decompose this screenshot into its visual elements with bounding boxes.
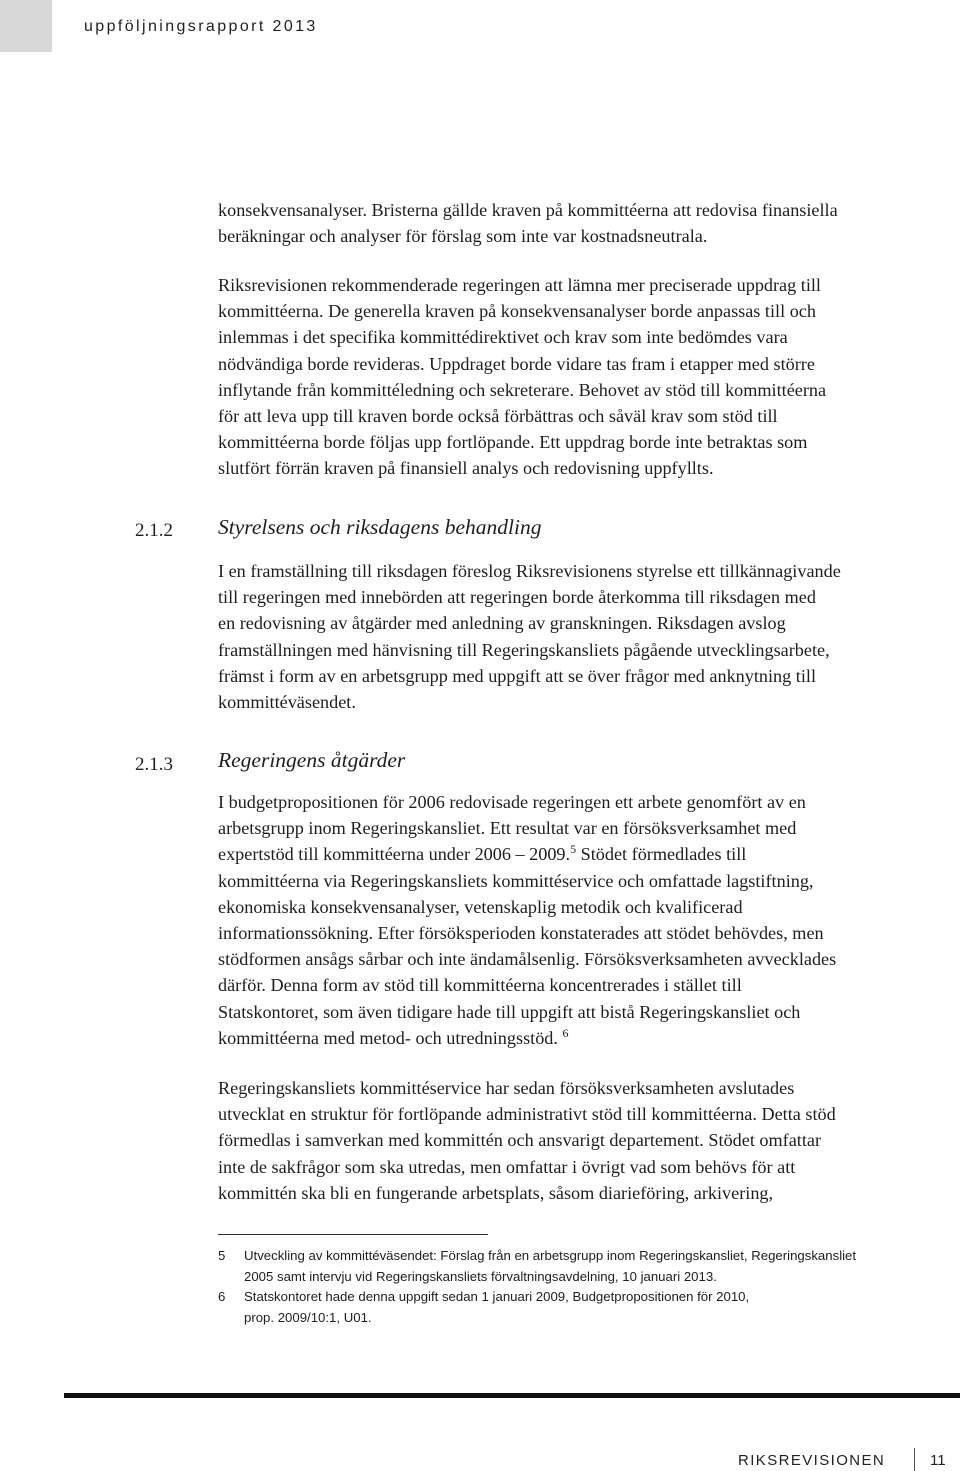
text-line: arbetsgrupp inom Regeringskansliet. Ett resultat var en försöksverksamhet med (218, 818, 797, 839)
intro-paragraph (218, 197, 918, 249)
corner-marker (0, 0, 52, 52)
text-line: kommittéerna borde följas upp fortlöpande. Ett uppdrag borde inte betraktas som (218, 432, 808, 453)
text-line: inflytande från kommittéledning och sekreterare. Behovet av stöd till kommittéerna (218, 379, 827, 400)
text-line: I budgetpropositionen för 2006 redovisade regeringen ett arbete genomfört av en (218, 792, 806, 812)
text-line: inlemmas i det specifika kommittédirektivet och krav som inte bedömdes vara (218, 327, 788, 348)
text-line: Riksrevisionen rekommenderade regeringen att lämna mer preciserade uppdrag till (218, 275, 821, 295)
text-line: till regeringen med innebörden att regeringen borde återkomma till riksdagen med (218, 587, 816, 608)
text-line: för att leva upp till kraven borde också förbättras och såväl krav som stöd till (218, 406, 778, 427)
text-line: förmedlas i samverkan med kommittén och ansvarigt departement. Stödet omfattar (218, 1130, 822, 1151)
text-line: beräkningar och analyser för förslag som inte var kostnadsneutrala. (218, 226, 708, 247)
text-line: stödformen ansågs sårbar och inte ändamålsenlig. Försöksverksamheten avvecklades (218, 949, 837, 970)
section-heading: Regeringens åtgärder (218, 748, 406, 772)
text-line: utvecklat en struktur för fortlöpande administrativt stöd till kommittéerna. Detta stöd (218, 1104, 836, 1125)
text-line: kommittéerna. De generella kraven på konsekvensanalyser borde anpassas till och (218, 301, 816, 322)
footer-rule (64, 1393, 960, 1398)
text-line: slutfört förrän kraven på finansiell analys och redovisning uppfyllts. (218, 458, 714, 479)
text-line (218, 841, 918, 867)
text-line: ekonomiska konsekvensanalyser, vetenskaplig metodik och kvalificerad (218, 896, 743, 917)
footnote (218, 1287, 918, 1328)
footer-organization: RIKSREVISIONEN (738, 1452, 886, 1469)
footnote-reference[interactable]: 6 (562, 1025, 569, 1040)
text-segment: expertstöd till kommittéerna under 2006 – 2009. (218, 844, 571, 865)
footnotes (218, 1246, 918, 1328)
section-212-paragraph (218, 558, 918, 715)
footer-divider (914, 1448, 915, 1471)
text-line: Statskontoret, som även tidigare hade till uppgift att bistå Regeringskansliet och (218, 1001, 801, 1022)
text-line: en redovisning av åtgärder med anledning av granskningen. Riksdagen avslog (218, 613, 786, 634)
text-line: kommittén ska bli en fungerande arbetsplats, såsom diarieföring, arkivering, (218, 1182, 774, 1203)
text-line (218, 1025, 918, 1051)
section-213-paragraph-2 (218, 1075, 918, 1206)
text-line: Regeringskansliets kommittéservice har sedan försöksverksamheten avslutades (218, 1078, 795, 1098)
footnote (218, 1246, 918, 1287)
page-number: 11 (930, 1452, 946, 1469)
text-line: informationssökning. Efter försöksperioden konstaterades att stödet behövdes, men (218, 923, 824, 944)
footnote-line: Utveckling av kommittéväsendet: Förslag från en arbetsgrupp inom Regeringskansliet, Regeringskansliet (244, 1248, 857, 1263)
text-line: främst i form av en arbetsgrupp med uppgift att se över frågor med anknytning till (218, 665, 817, 686)
running-header-text: uppföljningsrapport 2013 (84, 18, 318, 35)
text-line: framställningen med hänvisning till Regeringskansliets pågående utvecklingsarbete, (218, 639, 830, 660)
text-line: konsekvensanalyser. Bristerna gällde kraven på kommittéerna att redovisa finansiella (218, 200, 838, 220)
running-header (84, 18, 318, 36)
text-line: I en framställning till riksdagen föreslog Riksrevisionens styrelse ett tillkännagivande (218, 561, 841, 581)
text-line: kommittéväsendet. (218, 692, 356, 713)
footnote-reference[interactable]: 5 (570, 842, 577, 857)
text-line: inte de sakfrågor som ska utredas, men omfattar i övrigt vad som behövs för att (218, 1156, 796, 1177)
footnote-divider (218, 1234, 488, 1235)
footnote-number: 5 (218, 1248, 226, 1263)
section-number: 2.1.3 (135, 754, 173, 775)
text-segment: kommittéerna med metod- och utredningsstöd. (218, 1027, 558, 1048)
recommendation-paragraph (218, 272, 918, 482)
text-segment: Stödet förmedlades till (576, 844, 747, 865)
section-213-paragraph-1 (218, 789, 918, 1051)
footnote-line: 2005 samt intervju vid Regeringskansliets förvaltningsavdelning, 10 januari 2013. (244, 1268, 717, 1284)
footnote-number: 6 (218, 1289, 226, 1304)
section-heading: Styrelsens och riksdagens behandling (218, 515, 542, 539)
section-number: 2.1.2 (135, 520, 173, 541)
text-line: därför. Denna form av stöd till kommittéerna koncentrerades i stället till (218, 975, 742, 996)
footnote-line: Statskontoret hade denna uppgift sedan 1 januari 2009, Budgetpropositionen för 2010, (244, 1289, 750, 1304)
text-line: nödvändiga borde revideras. Uppdraget borde vidare tas fram i etapper med större (218, 353, 815, 374)
text-line: kommittéerna via Regeringskansliets kommittéservice och omfattade lagstiftning, (218, 870, 814, 891)
footnote-line: prop. 2009/10:1, U01. (244, 1309, 372, 1325)
